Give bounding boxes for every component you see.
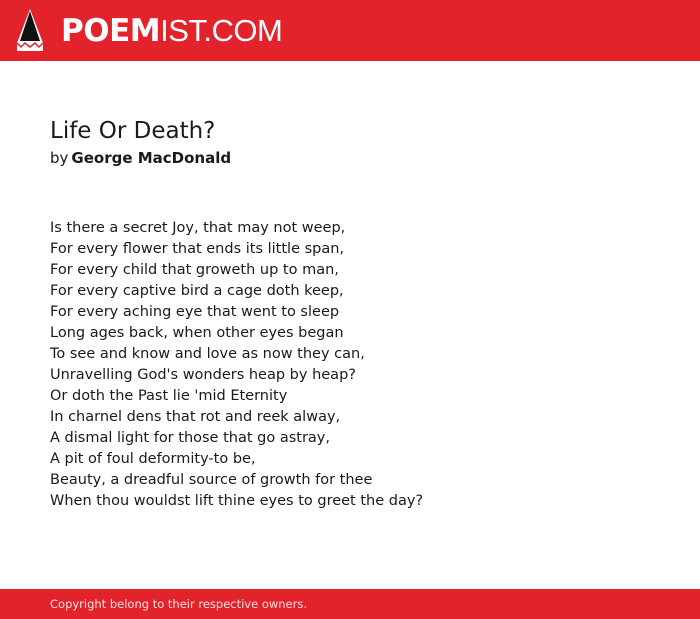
poem-line: Is there a secret Joy, that may not weep, — [50, 220, 346, 236]
poem-line: A pit of foul deformity-to be, — [50, 451, 256, 467]
poem-line: For every child that groweth up to man, — [50, 262, 339, 278]
site-footer — [0, 589, 700, 619]
poem-author: George MacDonald — [71, 149, 232, 167]
site-logo[interactable] — [61, 12, 282, 50]
copyright-notice: Copyright belong to their respective owners. — [50, 597, 308, 611]
poem-line: For every captive bird a cage doth keep, — [50, 283, 344, 299]
poem-byline — [50, 147, 650, 169]
by-label: by — [50, 149, 69, 167]
poem-line: For every flower that ends its little span, — [50, 241, 345, 257]
poem-body — [50, 218, 650, 512]
site-header — [0, 0, 700, 61]
logo-text-strong: POEM — [61, 13, 161, 49]
poem-line: Beauty, a dreadful source of growth for thee — [50, 472, 373, 488]
poem-line: Or doth the Past lie 'mid Eternity — [50, 388, 288, 404]
poem-heading — [50, 115, 650, 169]
poem-line: Long ages back, when other eyes began — [50, 325, 344, 341]
poem-line: Unravelling God's wonders heap by heap? — [50, 367, 356, 383]
poem-line: When thou wouldst lift thine eyes to greet the day? — [50, 493, 424, 509]
poem-line: In charnel dens that rot and reek alway, — [50, 409, 341, 425]
pencil-tip-icon[interactable] — [17, 9, 43, 51]
poem-line: A dismal light for those that go astray, — [50, 430, 330, 446]
poem-title: Life Or Death? — [50, 118, 216, 144]
poem-line: For every aching eye that went to sleep — [50, 304, 340, 320]
poem-line: To see and know and love as now they can, — [50, 346, 365, 362]
logo-text-light: IST.COM — [160, 13, 283, 48]
